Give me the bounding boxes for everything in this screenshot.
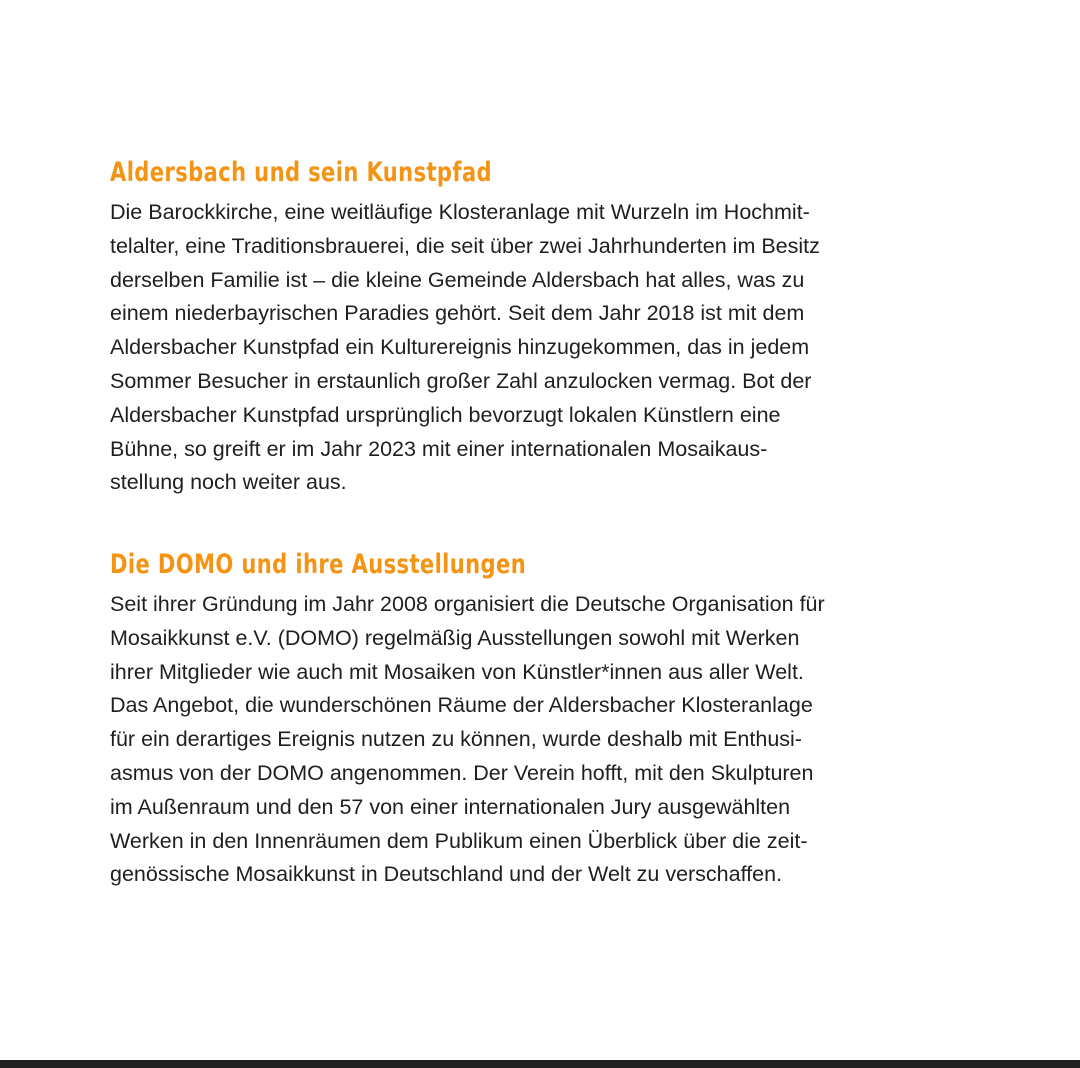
paragraph-line: Seit ihrer Gründung im Jahr 2008 organisiert die Deutsche Organisation für [110,592,825,616]
paragraph-line: stellung noch weiter aus. [110,470,347,495]
section-domo-ausstellungen [110,548,980,892]
paragraph-line: im Außenraum und den 57 von einer internationalen Jury ausgewählten [110,794,791,819]
paragraph-line: einem niederbayrischen Paradies gehört. Seit dem Jahr 2018 ist mit dem [110,301,805,326]
paragraph-line: Aldersbacher Kunstpfad ein Kulturereignis hinzugekommen, das in jedem [110,335,810,360]
paragraph-line: für ein derartiges Ereignis nutzen zu können, wurde deshalb mit Enthusi- [110,727,802,752]
section-aldersbach-kunstpfad [110,156,980,500]
paragraph-line: Die Barockkirche, eine weitläufige Klosteranlage mit Wurzeln im Hochmit- [110,200,810,224]
paragraph-line: Mosaikkunst e.V. (DOMO) regelmäßig Ausstellungen sowohl mit Werken [110,625,800,650]
paragraph-line: Das Angebot, die wunderschönen Räume der Aldersbacher Klosteranlage [110,693,813,718]
paragraph-line: ihrer Mitglieder wie auch mit Mosaiken von Künstler*innen aus aller Welt. [110,659,804,684]
section-heading: Die DOMO und ihre Ausstellungen [110,549,527,580]
section-heading: Aldersbach und sein Kunstpfad [110,157,493,188]
section-paragraph [110,196,980,500]
paragraph-line: asmus von der DOMO angenommen. Der Verein hofft, mit den Skulpturen [110,760,814,785]
paragraph-line: Aldersbacher Kunstpfad ursprünglich bevorzugt lokalen Künstlern eine [110,402,781,427]
paragraph-line: genössische Mosaikkunst in Deutschland und der Welt zu verschaffen. [110,862,783,887]
bottom-edge-bar [0,1060,1080,1068]
paragraph-line: Sommer Besucher in erstaunlich großer Zahl anzulocken vermag. Bot der [110,368,812,393]
paragraph-line: Bühne, so greift er im Jahr 2023 mit einer internationalen Mosaikaus- [110,436,768,461]
paragraph-line: telalter, eine Traditionsbrauerei, die seit über zwei Jahrhunderten im Besitz [110,233,820,258]
paragraph-line: derselben Familie ist – die kleine Gemeinde Aldersbach hat alles, was zu [110,267,805,292]
section-paragraph [110,588,980,892]
paragraph-line: Werken in den Innenräumen dem Publikum einen Überblick über die zeit- [110,828,808,853]
